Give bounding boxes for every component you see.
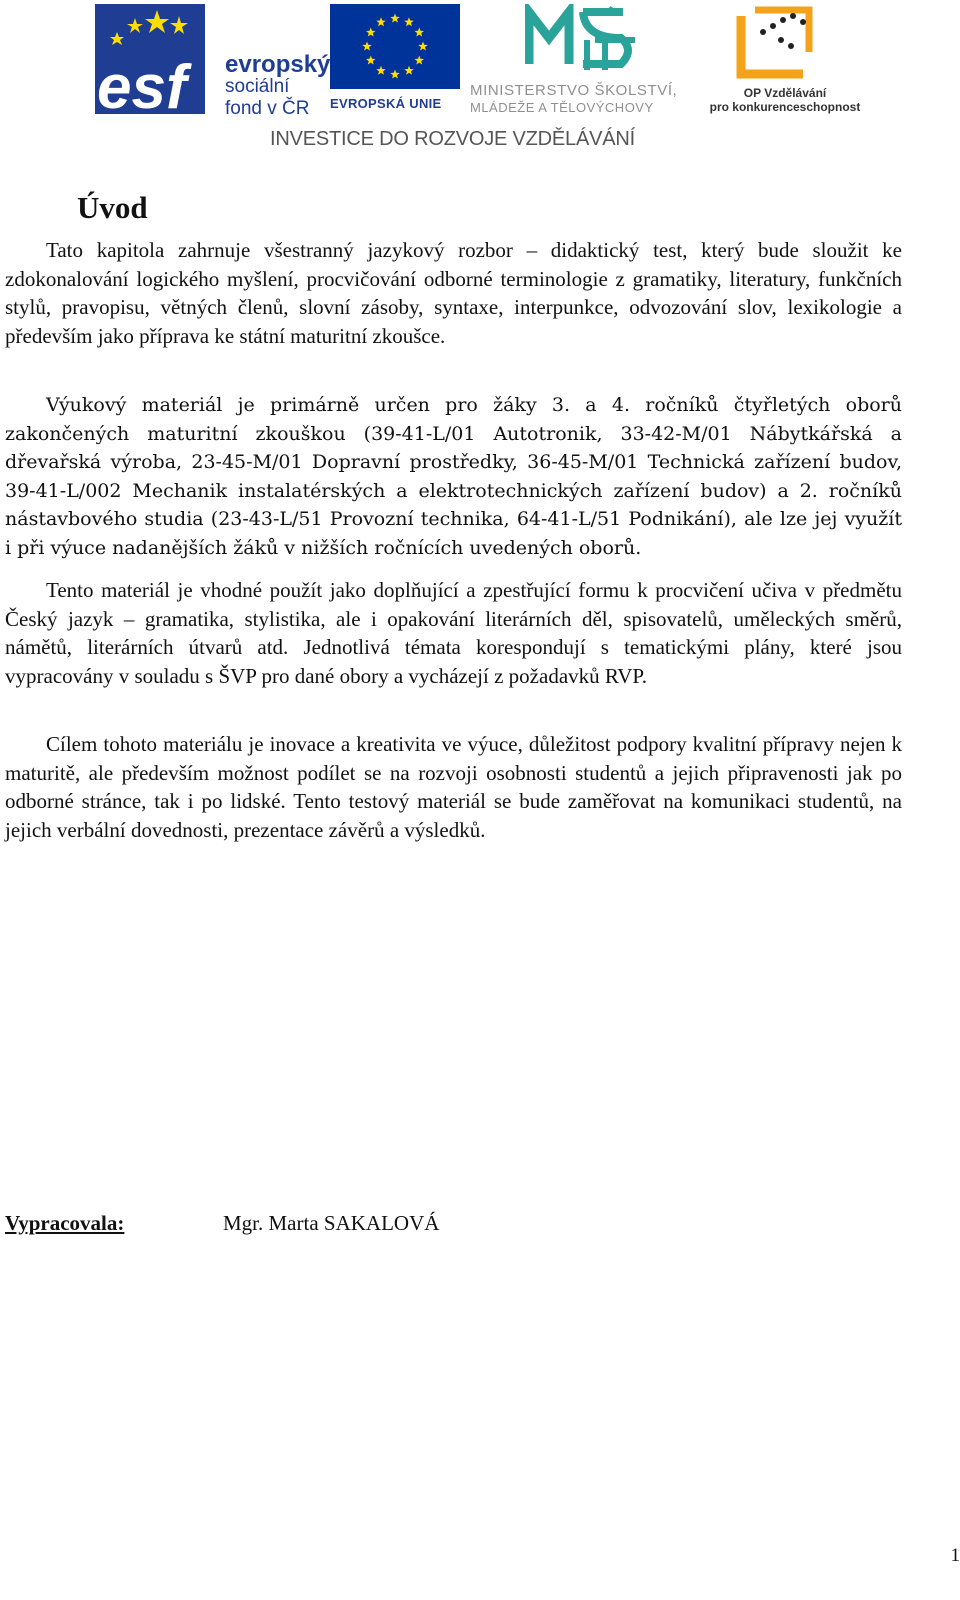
op-logo bbox=[705, 4, 861, 114]
paragraph-1: Tato kapitola zahrnuje všestranný jazykový rozbor – didaktický test, který bude sloužit ke zdokonalování logického myšlení, procvičování odborné terminologie z gramatiky, literatury, funkčních stylů, pravopisu, větných členů, slovní zásoby, syntaxe, interpunkce, odvozování slov, lexikologie a především jako příprava ke státní maturitní zkoušce. bbox=[5, 238, 902, 348]
msmt-logo bbox=[470, 4, 695, 115]
paragraph-3: Tento materiál je vhodné použít jako doplňující a zpestřující formu k procvičení učiva v předmětu Český jazyk – gramatika, stylistika, ale i opakování literárních děl, spisovatelů, uměleckých směrů, námětů, literárních útvarů atd. Jednotlivá témata korespondují s tematickými plány, které jsou vypracovány v souladu s ŠVP pro dané obory a vycházejí z požadavků RVP. bbox=[5, 578, 902, 688]
paragraph-2: Výukový materiál je primárně určen pro žáky 3. a 4. ročníků čtyřletých oborů zakončených maturitní zkouškou (39-41-L/01 Autotronik, 33-42-M/01 Nábytkářská a dřevařská výroba, 23-45-M/01 Dopravní prostředky, 36-45-M/01 Technická zařízení budov, 39-41-L/002 Mechanik instalatérských a elektrotechnických zařízení budov) a 2. ročníků nástavbového studia (23-43-L/51 Provozní technika, 64-41-L/51 Podnikání), ale lze jej využít i při výuce nadanějších žáků v nižších ročnících uvedených oborů. bbox=[5, 394, 902, 559]
svg-text:esf: esf bbox=[97, 53, 187, 114]
esf-line-1: evropský bbox=[225, 51, 331, 78]
author-name: Mgr. Marta SAKALOVÁ bbox=[223, 1211, 440, 1235]
op-caption bbox=[705, 86, 865, 114]
page-title: Úvod bbox=[77, 190, 148, 225]
msmt-logo-mark bbox=[525, 4, 640, 76]
header-tagline: INVESTICE DO ROZVOJE VZDĚLÁVÁNÍ bbox=[270, 128, 635, 150]
op-caption-line-1: OP Vzdělávání bbox=[743, 86, 827, 100]
esf-logo bbox=[95, 4, 331, 119]
header-logos bbox=[0, 0, 960, 160]
esf-line-3: fond v ČR bbox=[225, 98, 310, 119]
eu-caption: EVROPSKÁ UNIE bbox=[330, 96, 442, 111]
esf-logo-mark bbox=[95, 4, 205, 114]
eu-flag-icon bbox=[330, 4, 460, 89]
author-label: Vypracovala: bbox=[5, 1211, 125, 1235]
msmt-caption-line-2: MLÁDEŽE A TĚLOVÝCHOVY bbox=[470, 100, 654, 115]
esf-logo-text bbox=[225, 51, 331, 120]
paragraph-4: Cílem tohoto materiálu je inovace a kreativita ve výuce, důležitost podpory kvalitní přípravy nejen k maturitě, ale především možnost podílet se na rozvoji osobnosti studentů a jejich připravenosti jak po odborné stránce, tak i po lidské. Tento testový materiál se bude zaměřovat na komunikaci studentů, na jejich verbální dovednosti, prezentace závěrů a výsledků. bbox=[5, 732, 902, 842]
op-logo-mark bbox=[733, 4, 828, 82]
msmt-caption-line-1: MINISTERSTVO ŠKOLSTVÍ, bbox=[470, 82, 678, 99]
eu-logo bbox=[330, 4, 460, 112]
page-number: 1 bbox=[950, 1545, 960, 1566]
op-caption-line-2: pro konkurenceschopnost bbox=[709, 100, 861, 114]
esf-line-2: sociální bbox=[225, 76, 290, 97]
